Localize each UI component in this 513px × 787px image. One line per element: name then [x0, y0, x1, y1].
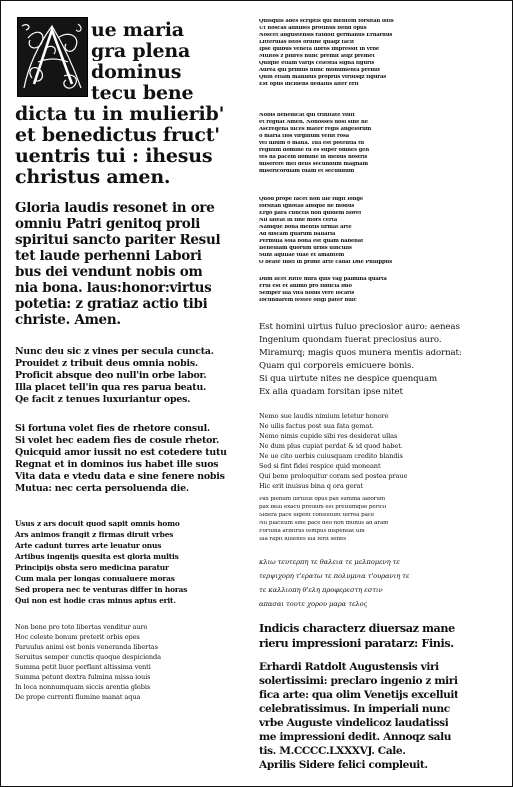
- text-line: gra plena: [91, 42, 191, 61]
- text-line: Quique etiam varijs celestia signa figuris: [259, 61, 375, 66]
- text-line: Ingenium quondam fuerat preciosius auro.: [259, 336, 442, 345]
- text-line: Erhardi Ratdolt Augustensis viri: [259, 662, 439, 673]
- text-line: miserere mei deus secundum magnam: [259, 162, 368, 167]
- text-line: tes da pacem domine in diebus nostris: [259, 155, 368, 160]
- text-line: Frui est et animo pro fiducia imo: [259, 284, 352, 289]
- text-line: Nobis benedicat qui trinitate viuit: [259, 113, 355, 118]
- text-line: Regnat et in dominos ius habet ille suos: [15, 460, 219, 470]
- text-line: fica arte: qua olim Venetijs excelluit: [259, 690, 459, 701]
- text-line: tis. M.CCCC.LXXXVJ. Cale.: [259, 746, 406, 757]
- text-line: omniu Patri genitoq proli: [15, 218, 201, 232]
- text-line: τερψιχορη τ'ερατω τε πολυμνια τ'ουρανιη τε: [259, 573, 410, 580]
- text-line: misericordiam tuam et secundum: [259, 169, 355, 174]
- text-line: Cum mala per longas conualuere moras: [15, 575, 175, 583]
- text-line: et benedictus fruct': [15, 126, 220, 145]
- text-line: Nemo sue laudis nimium letetur honore: [259, 413, 389, 420]
- text-line: Benediam quorum urbis uinculis: [259, 246, 352, 251]
- text-line: Noscet augustensis ratdolt germanus Erhardus: [259, 33, 393, 38]
- text-line: Sed si fint fidei respice quid moneant: [259, 463, 381, 470]
- initial-ornament-icon: [18, 18, 87, 96]
- text-line: celebratissimus. In imperiali nunc: [259, 704, 450, 715]
- text-line: Permula sola bona est quam habebat: [259, 239, 364, 244]
- text-line: Seruitus semper cunctis quoque despicienda: [15, 654, 161, 661]
- text-line: Miramurq; magis quos munera mentis adornat:: [259, 349, 462, 358]
- text-line: Fortuna arbitriis tempus dispensat ubi: [259, 529, 365, 534]
- text-line: Si qua uirtute nites ne despice quenquam: [259, 375, 438, 384]
- text-line: Aprilis Sidere felici compleuit.: [259, 760, 428, 771]
- text-line: Summa petunt dextra fulmina missa iouis: [15, 674, 151, 681]
- text-line: Nemo nimis cupide sibi res desiderat ullas: [259, 433, 398, 440]
- text-line: Est homini uirtus fuluo preciosior auro: aeneas: [259, 323, 460, 332]
- text-line: Illa rapit iuuenes illa ferit senes: [259, 537, 346, 542]
- text-line: In loca nonnumquam siccis arentia glebis: [15, 684, 151, 691]
- text-line: Ut noscas adhibes protinus istud opus: [259, 26, 367, 31]
- text-line: Sed propera nec te venturas differ in horas: [15, 586, 188, 594]
- text-line: Non bene pro toto libertas venditur auro: [15, 624, 148, 631]
- text-line: Sunt aquilae tuae et amantem: [259, 253, 345, 258]
- text-line: pax belli exacti pretium est pretiumque pericli: [259, 505, 387, 510]
- text-line: Hoc celeste bonum preterit orbis opes: [15, 634, 140, 641]
- text-line: dominus: [91, 63, 182, 82]
- text-line: christe. Amen.: [15, 314, 121, 328]
- text-line: Summa petit liuor perflant altissima venti: [15, 664, 151, 671]
- text-line: Quam qui corporeis emicuere bonis.: [259, 362, 414, 371]
- text-line: Ne dum plus cupiat perdat & id quod habet.: [259, 443, 403, 450]
- text-line: tet laude perhenni Labori: [15, 250, 202, 264]
- text-line: ue maria: [91, 21, 184, 40]
- text-line: nia bona. laus:honor:virtus: [15, 282, 212, 296]
- text-line: Quicquid amor iussit no est cotedere tutu: [15, 448, 227, 458]
- text-line: Qui non est hodie cras minus aptus erit.: [15, 597, 176, 605]
- text-line: solertissimi: preclaro ingenio z miri: [259, 676, 458, 687]
- text-line: Litterulas istos ordine quaqz facit: [259, 40, 355, 45]
- text-line: κλιω τευτερπη τε θαλεια τε μελπομενη τε: [259, 559, 400, 566]
- text-line: Sidera pace uigent consistunt terrea pace: [259, 513, 375, 518]
- text-line: o maria flos virginum velut rosa: [259, 134, 350, 139]
- text-line: Indicis characterz diuersaz mane: [259, 623, 455, 635]
- text-line: Mutua: nec certa persoluenda die.: [15, 484, 189, 494]
- text-line: Pax plenum uirtutis opus pax summa laborum: [259, 497, 386, 502]
- text-line: Usus z ars docuit quod sapit omnis homo: [15, 520, 180, 528]
- text-line: Quod prope facet non ille fugit longe: [259, 197, 364, 202]
- text-line: Paruulus animi est bonis veneranda libertas: [15, 644, 158, 651]
- text-line: forsitan ignotas absque ne modus: [259, 204, 355, 209]
- text-line: De prope currenti flumine manat aqua: [15, 694, 141, 701]
- text-line: me impressioni dedit. Annoqz salu: [259, 732, 452, 743]
- text-line: spiritui sancto pariter Resul: [15, 234, 221, 248]
- text-line: Ergo para cunctis non quidem floret: [259, 211, 362, 216]
- text-line: Quin etiam manibus propriis vtriusqz figuras: [259, 75, 387, 80]
- text-line: Nunc deu sic z vines per secula cuncta.: [15, 347, 214, 357]
- text-line: Qe facit z tenues luxuriantur opes.: [15, 395, 191, 405]
- text-line: Namque bona mentis firmat arte: [259, 225, 352, 230]
- text-line: vrbe Auguste vindelicoz laudatissi: [259, 718, 449, 729]
- text-line: Proficit absque deo null'in orbe labor.: [15, 371, 207, 381]
- text-line: uentris tui : ihesus: [15, 147, 213, 166]
- text-line: Quisquis ades scriptis qui mentem forsitan istis: [259, 19, 394, 24]
- text-line: Ascreqena ulces mater regis angelorum: [259, 127, 372, 132]
- text-line: vel lilium o mana. Tua est potentia tu: [259, 141, 365, 146]
- text-line: potetia: z gratiaz actio tibi: [15, 298, 208, 312]
- text-line: rieru impressioni paratarz: Finis.: [259, 638, 454, 650]
- text-line: Artibus ingenijs quesita est gloria multis: [15, 553, 179, 561]
- text-line: Multos z plures nunc premit atqz premet: [259, 54, 375, 59]
- text-line: Si fortuna volet fies de rhetore consul.: [15, 424, 210, 434]
- text-line: Aurea qui primus nunc monumenta premit: [259, 68, 381, 73]
- text-line: Qui bene proloquitur coram sed postea praue: [259, 473, 408, 480]
- text-line: et regnat Amen. Nonosses dosi sine ne: [259, 120, 368, 125]
- text-line: Ex alia quadam forsitan ipse nitet: [259, 388, 403, 397]
- text-line: Iocundarem festee ofigi pater huic: [259, 298, 357, 303]
- text-line: Si volet hec eadem fies de cosule rhetor.: [15, 436, 220, 446]
- text-line: Nil placitum sine pace deo non munus ad aram: [259, 521, 389, 526]
- text-line: Vita data e vtedu data e sine fenere nobis: [15, 472, 225, 482]
- text-line: Dum licet Ritte mira quis vag palmina quarta: [259, 277, 387, 282]
- text-line: Est opus incidens dedalus alter erit: [259, 82, 359, 87]
- text-line: christus amen.: [15, 168, 171, 187]
- text-line: απασαι τουτε χορου μαρα τελος: [259, 601, 368, 608]
- text-line: τε καλλιοπη θ'ελη προφερεστη εστιν: [259, 587, 383, 594]
- text-line: Gloria laudis resonet in ore: [15, 202, 215, 216]
- text-line: Nil lateat in fine mors certa: [259, 218, 338, 223]
- text-line: Principijs obsta sero medicina paratur: [15, 564, 169, 572]
- decorated-initial: [17, 17, 88, 97]
- text-line: Arte cadunt turres arte leuatur onus: [15, 542, 162, 550]
- text-line: Illa placet tell'in qua res parua beatu.: [15, 383, 207, 393]
- text-line: dicta tu in mulierib': [15, 105, 225, 124]
- text-line: Ne ue cito uerbis cuiusquam credito blandis: [259, 453, 403, 460]
- text-line: bus dei vendunt nobis om: [15, 266, 203, 280]
- text-line: Semper illa vita nobis vere locaris: [259, 291, 355, 296]
- text-line: regnum domine tu es super omnes gen: [259, 148, 370, 153]
- text-line: Hic erit inuisus bina q ora gerat: [259, 483, 364, 490]
- text-line: O beate fidei in prime arte cadat Dne Philippus: [259, 260, 393, 265]
- text-line: Ad discam quarum ballaria: [259, 232, 336, 237]
- text-line: Ars animos frangit z firmas diruit vrbes: [15, 531, 174, 539]
- text-line: Prouidet z tribuit deus omnia nobis.: [15, 359, 198, 369]
- text-line: Ne uilis factus post sua fata gemat.: [259, 423, 374, 430]
- text-line: Ipse quibus veneta libros impressit in vrbe: [259, 47, 380, 52]
- text-line: tecu bene: [91, 84, 194, 103]
